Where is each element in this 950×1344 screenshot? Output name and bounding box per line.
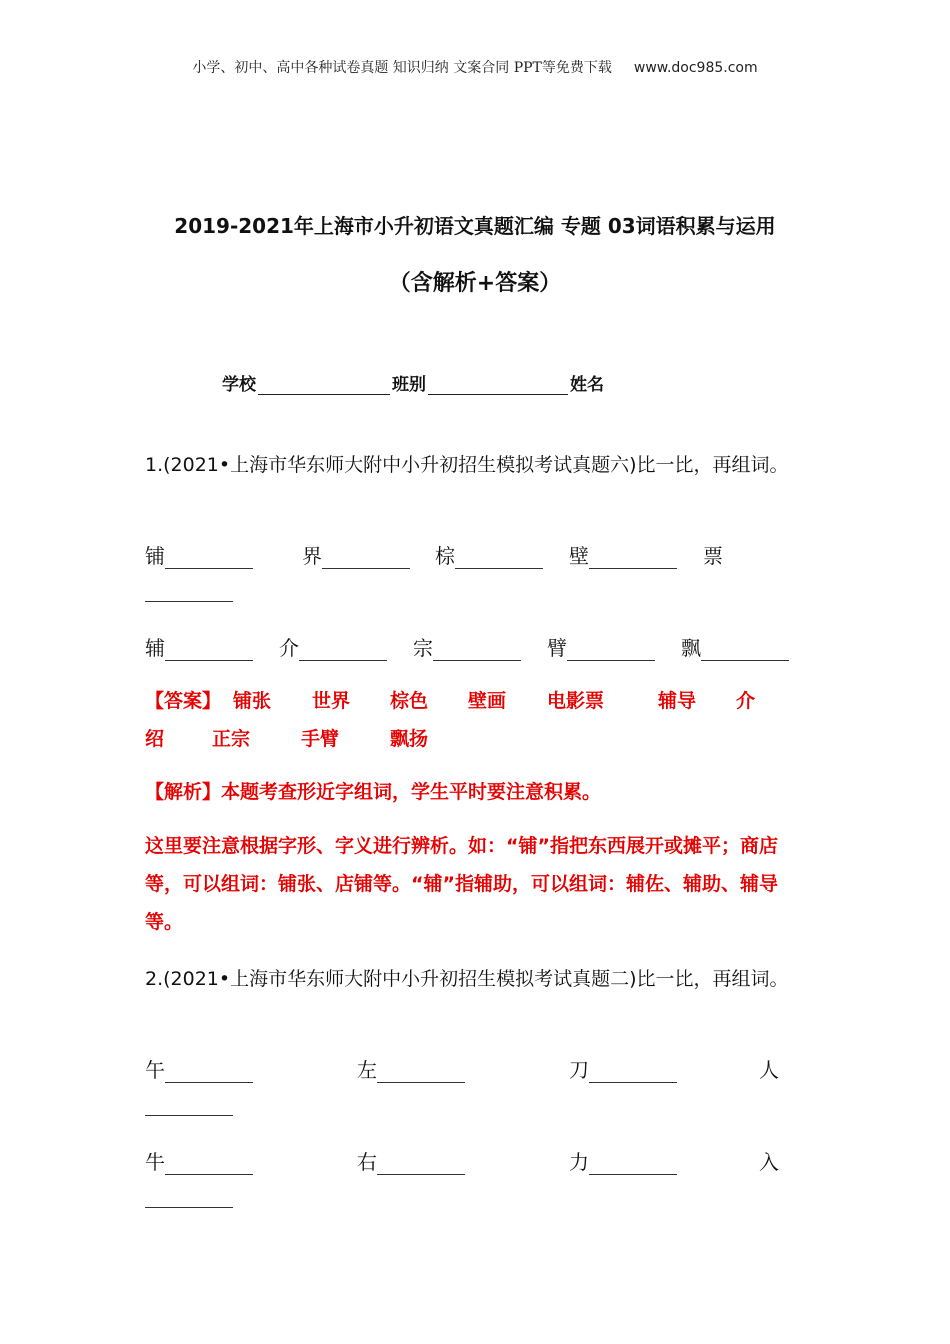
q1-item: 介 xyxy=(279,632,387,661)
answer-word: 正宗 xyxy=(212,728,251,750)
answer-blank[interactable] xyxy=(567,638,655,661)
q1-row2 xyxy=(145,632,805,662)
page-header xyxy=(0,57,950,77)
answer-blank[interactable] xyxy=(433,638,521,661)
answer-blank[interactable] xyxy=(322,546,410,569)
q1-item: 票 xyxy=(703,544,723,568)
doc-title: 2019-2021年上海市小升初语文真题汇编 专题 03词语积累与运用 xyxy=(174,214,776,238)
q2-row1-wrap xyxy=(145,1092,233,1122)
q1-row1-wrap xyxy=(145,578,233,608)
q1-item: 铺 xyxy=(145,540,253,569)
header-text: 小学、初中、高中各种试卷真题 知识归纳 文案合同 PPT等免费下载 xyxy=(192,60,612,76)
answer-word: 手臂 xyxy=(301,728,340,750)
class-label: 班别 xyxy=(392,375,426,395)
q1-stem: 1.(2021•上海市华东师大附中小升初招生模拟考试真题六)比一比，再组词。 xyxy=(145,454,789,476)
school-blank[interactable] xyxy=(258,376,390,395)
answer-blank[interactable] xyxy=(455,546,543,569)
q1-item: 飘 xyxy=(681,632,789,661)
answer-blank[interactable] xyxy=(377,1152,465,1175)
answer-word: 辅导 xyxy=(658,690,697,712)
q2-item: 入 xyxy=(759,1150,779,1174)
answer-word: 壁画 xyxy=(468,690,507,712)
analysis-text: 本题考查形近字组词，学生平时要注意积累。 xyxy=(221,781,602,803)
answer-blank[interactable] xyxy=(701,638,789,661)
answer-word: 飘扬 xyxy=(390,728,429,750)
answer-blank[interactable] xyxy=(165,1060,253,1083)
q2-stem: 2.(2021•上海市华东师大附中小升初招生模拟考试真题二)比一比，再组词。 xyxy=(145,968,789,990)
answer-blank[interactable] xyxy=(377,1060,465,1083)
q1-analysis xyxy=(145,773,805,811)
q2-item: 午 xyxy=(145,1054,253,1083)
doc-subtitle: （含解析+答案） xyxy=(388,271,562,296)
answer-blank[interactable] xyxy=(589,1060,677,1083)
answer-blank[interactable] xyxy=(165,1152,253,1175)
answer-blank[interactable] xyxy=(165,546,253,569)
answer-word: 铺张 xyxy=(233,690,272,712)
answer-blank[interactable] xyxy=(145,1185,233,1208)
q1-item: 界 xyxy=(302,540,410,569)
header-site[interactable]: www.doc985.com xyxy=(633,60,758,76)
answer-blank[interactable] xyxy=(589,546,677,569)
answer-blank[interactable] xyxy=(165,638,253,661)
q2-item: 力 xyxy=(569,1146,677,1175)
answer-word-part: 绍 xyxy=(145,728,165,750)
q1-item: 壁 xyxy=(569,540,677,569)
q1-item: 宗 xyxy=(413,632,521,661)
q2-item: 人 xyxy=(759,1058,779,1082)
answer-word: 棕色 xyxy=(390,690,429,712)
q2-row2-wrap xyxy=(145,1184,233,1214)
q1-item: 棕 xyxy=(435,540,543,569)
q1-item: 臂 xyxy=(547,632,655,661)
q1-row1 xyxy=(145,540,805,570)
name-label: 姓名 xyxy=(570,375,604,395)
q1-answer xyxy=(145,682,805,758)
q2-row2 xyxy=(145,1146,805,1176)
answer-label: 【答案】 xyxy=(145,690,222,712)
q2-item: 刀 xyxy=(569,1054,677,1083)
school-label: 学校 xyxy=(222,375,256,395)
answer-blank[interactable] xyxy=(589,1152,677,1175)
class-blank[interactable] xyxy=(428,376,568,395)
student-info-fields xyxy=(222,370,604,395)
q2-item: 左 xyxy=(357,1054,465,1083)
answer-blank[interactable] xyxy=(145,1093,233,1116)
q2-row1 xyxy=(145,1054,805,1084)
answer-word: 世界 xyxy=(312,690,351,712)
q2-item: 牛 xyxy=(145,1146,253,1175)
q1-analysis-detail: 这里要注意根据字形、字义进行辨析。如：“铺”指把东西展开或摊平；商店等，可以组词：铺张、店铺等。“辅”指辅助，可以组词：辅佐、辅助、辅导等。 xyxy=(145,835,778,933)
q1-item: 辅 xyxy=(145,632,253,661)
answer-blank[interactable] xyxy=(299,638,387,661)
answer-blank[interactable] xyxy=(145,579,233,602)
analysis-label: 【解析】 xyxy=(145,781,222,803)
answer-word-part: 介 xyxy=(736,690,756,712)
answer-word: 电影票 xyxy=(547,690,605,712)
q2-item: 右 xyxy=(357,1146,465,1175)
